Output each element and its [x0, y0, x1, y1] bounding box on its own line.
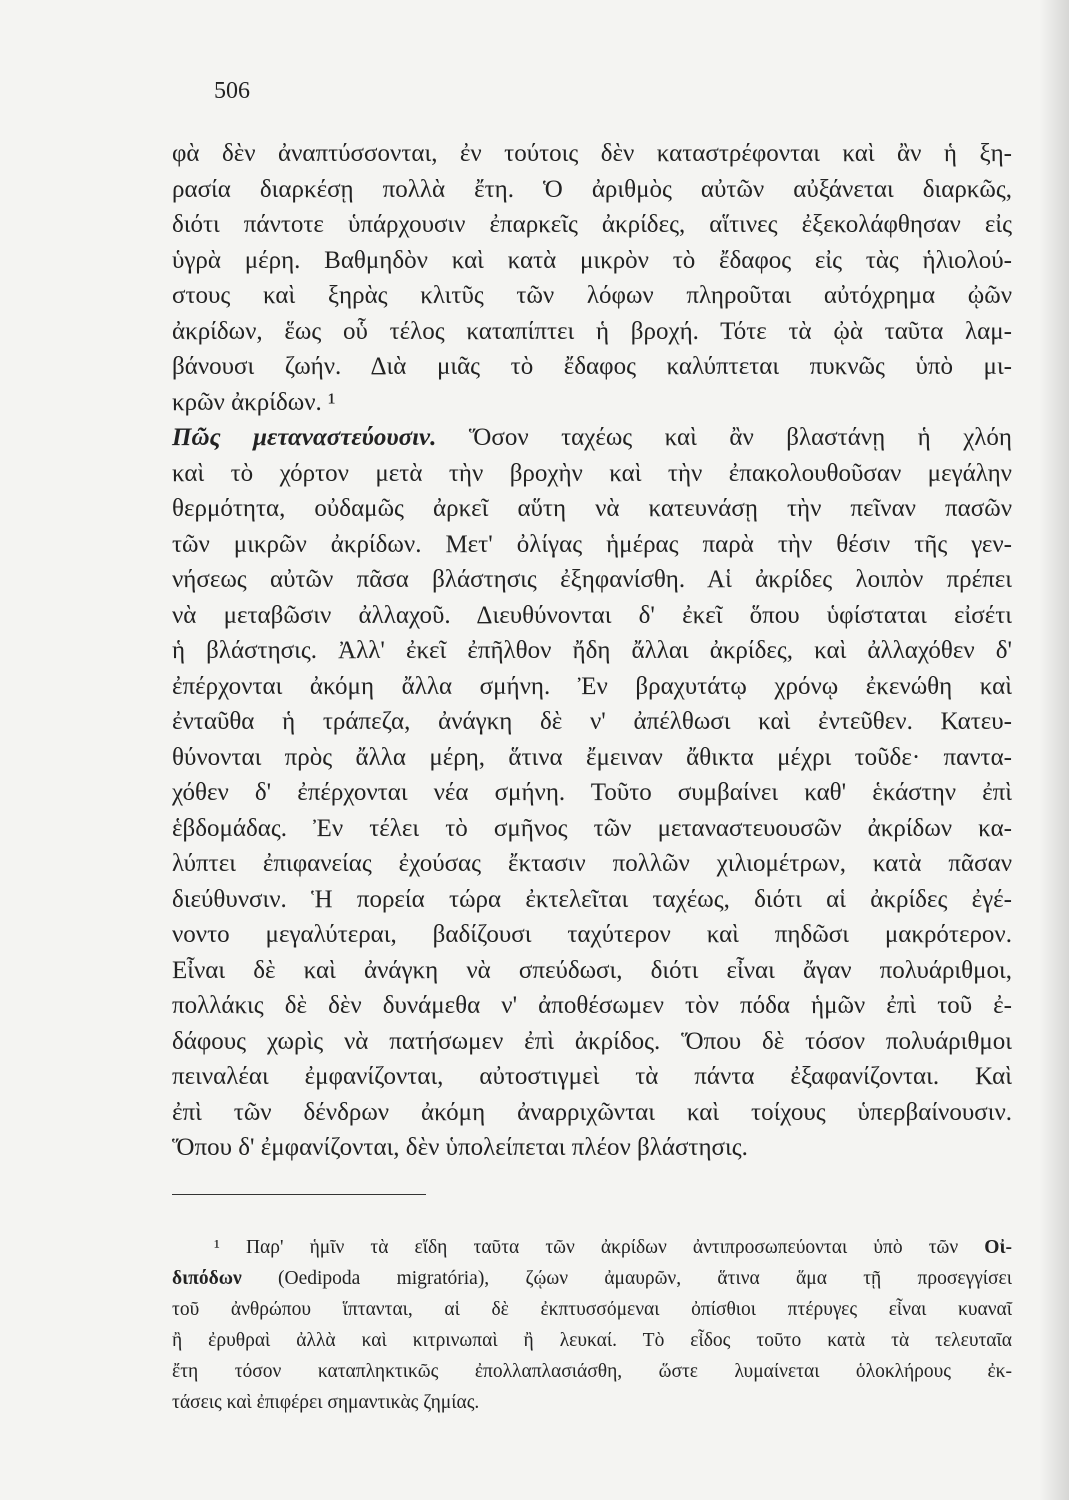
text-line: θερμότητα, οὐδαμῶς ἀρκεῖ αὕτη νὰ κατευνάσῃ τὴν πεῖναν πασῶν [172, 495, 1012, 522]
footnote-bold-term: Οἰ- [984, 1237, 1013, 1258]
text-line: ἐπὶ τῶν δένδρων ἀκόμη ἀναρριχῶνται καὶ τοίχους ὑπερβαίνουσιν. [172, 1098, 1012, 1126]
page-number: 506 [214, 78, 250, 104]
text-line: πολλάκις δὲ δὲν δυνάμεθα ν' ἀποθέσωμεν τὸν πόδα ἡμῶν ἐπὶ τοῦ ἐ- [172, 992, 1012, 1019]
text-line: βάνουσι ζωήν. Διὰ μιᾶς τὸ ἔδαφος καλύπτεται πυκνῶς ὑπὸ μι- [172, 353, 1012, 380]
text-line: τῶν μικρῶν ἀκρίδων. Μετ' ὀλίγας ἡμέρας παρὰ τὴν θέσιν τῆς γεν- [172, 530, 1012, 558]
text-line: νὰ μεταβῶσιν ἀλλαχοῦ. Διευθύνονται δ' ἐκεῖ ὅπου ὑφίσταται εἰσέτι [172, 601, 1012, 629]
text-line: πειναλέαι ἐμφανίζονται, αὐτοστιγμεὶ τὰ πάντα ἐξαφανίζονται. Καὶ [172, 1063, 1012, 1090]
text-line: Ὅπου δ' ἐμφανίζονται, δὲν ὑπολείπεται πλέον βλάστησις. [172, 1134, 748, 1161]
footnote-line [172, 1232, 1012, 1263]
footnote-line: τοῦ ἀνθρώπου ἵπτανται, αἱ δὲ ἐκπτυσσόμεναι ὀπίσθιοι πτέρυγες εἶναι κυαναῖ [172, 1299, 1012, 1320]
text-line: ἐνταῦθα ἡ τράπεζα, ἀνάγκη δὲ ν' ἀπέλθωσι καὶ ἐντεῦθεν. Κατευ- [172, 708, 1012, 735]
text-line: καὶ τὸ χόρτον μετὰ τὴν βροχὴν καὶ τὴν ἐπακολουθοῦσαν μεγάλην [172, 459, 1012, 487]
footnote [172, 1232, 1012, 1418]
text-line: φὰ δὲν ἀναπτύσσονται, ἐν τούτοις δὲν καταστρέφονται καὶ ἂν ἡ ξη- [172, 140, 1012, 167]
text-line: χόθεν δ' ἐπέρχονται νέα σμήνη. Τοῦτο συμβαίνει καθ' ἑκάστην ἐπὶ [172, 779, 1012, 806]
text-line: ἑβδομάδας. Ἐν τέλει τὸ σμῆνος τῶν μεταναστευουσῶν ἀκρίδων κα- [172, 814, 1012, 842]
text-line: διότι πάντοτε ὑπάρχουσιν ἐπαρκεῖς ἀκρίδες, αἵτινες ἐξεκολάφθησαν εἰς [172, 211, 1012, 238]
footnote-line: ἔτη τόσον καταπληκτικῶς ἐπολλαπλασιάσθη, ὥστε λυμαίνεται ὁλοκλήρους ἐκ- [172, 1361, 1012, 1382]
text-line: δάφους χωρὶς νὰ πατήσωμεν ἐπὶ ἀκρίδος. Ὅπου δὲ τόσον πολυάριθμοι [172, 1027, 1012, 1055]
text-line: Εἶναι δὲ καὶ ἀνάγκη νὰ σπεύδωσι, διότι εἶναι ἄγαν πολυάριθμοι, [172, 956, 1012, 984]
footnote-divider [172, 1194, 426, 1195]
text-line: νήσεως αὐτῶν πᾶσα βλάστησις ἐξηφανίσθη. Αἱ ἀκρίδες λοιπὸν πρέπει [172, 566, 1012, 593]
text-line: λύπτει ἐπιφανείας ἐχούσας ἔκτασιν πολλῶν χιλιομέτρων, κατὰ πᾶσαν [172, 850, 1012, 877]
footnote-bold-term: διπόδων [172, 1268, 242, 1289]
footnote-line: τάσεις καὶ ἐπιφέρει σημαντικὰς ζημίας. [172, 1392, 480, 1413]
section-heading: Πῶς μεταναστεύουσιν. [172, 424, 437, 451]
text-line: ἐπέρχονται ἀκόμη ἄλλα σμήνη. Ἐν βραχυτάτῳ χρόνῳ ἐκενώθη καὶ [172, 672, 1012, 700]
footnote-text: (Oedipoda migratória), ζῴων ἀμαυρῶν, ἅτινα ἅμα τῇ προσεγγίσει [278, 1268, 1012, 1289]
text-line: διεύθυνσιν. Ἡ πορεία τώρα ἐκτελεῖται ταχέως, διότι αἱ ἀκρίδες ἐγέ- [172, 885, 1012, 913]
footnote-text: ¹ Παρ' ἡμῖν τὰ εἴδη ταῦτα τῶν ἀκρίδων ἀντιπροσωπεύονται ὑπὸ τῶν [214, 1237, 959, 1258]
footnote-line [172, 1263, 1012, 1294]
text-line: ρασία διαρκέσῃ πολλὰ ἔτη. Ὁ ἀριθμὸς αὐτῶν αὐξάνεται διαρκῶς, [172, 175, 1012, 203]
page-edge-shadow [1039, 0, 1069, 1500]
text-line: ἀκρίδων, ἕως οὗ τέλος καταπίπτει ἡ βροχή. Τότε τὰ ᾠὰ ταῦτα λαμ- [172, 317, 1012, 345]
section-first-line-text: Ὅσον ταχέως καὶ ἂν βλαστάνῃ ἡ χλόη [468, 424, 1012, 451]
text-line: στους καὶ ξηρὰς κλιτῦς τῶν λόφων πληροῦται αὐτόχρημα ᾠῶν [172, 282, 1012, 309]
main-text [172, 136, 1012, 1166]
text-line: ὑγρὰ μέρη. Βαθμηδὸν καὶ κατὰ μικρὸν τὸ ἔδαφος εἰς τὰς ἡλιολού- [172, 246, 1012, 274]
text-line: κρῶν ἀκρίδων. ¹ [172, 388, 336, 416]
section-first-line [172, 420, 1012, 456]
text-line: νοντο μεγαλύτεραι, βαδίζουσι ταχύτερον καὶ πηδῶσι μακρότερον. [172, 921, 1012, 948]
text-line: θύνονται πρὸς ἄλλα μέρη, ἅτινα ἔμειναν ἄθικτα μέχρι τοῦδε· παντα- [172, 743, 1012, 771]
text-line: ἡ βλάστησις. Ἀλλ' ἐκεῖ ἐπῆλθον ἤδη ἄλλαι ἀκρίδες, καὶ ἀλλαχόθεν δ' [172, 637, 1012, 664]
footnote-line: ἢ ἐρυθραὶ ἀλλὰ καὶ κιτρινωπαὶ ἢ λευκαί. Τὸ εἶδος τοῦτο κατὰ τὰ τελευταῖα [172, 1330, 1012, 1351]
